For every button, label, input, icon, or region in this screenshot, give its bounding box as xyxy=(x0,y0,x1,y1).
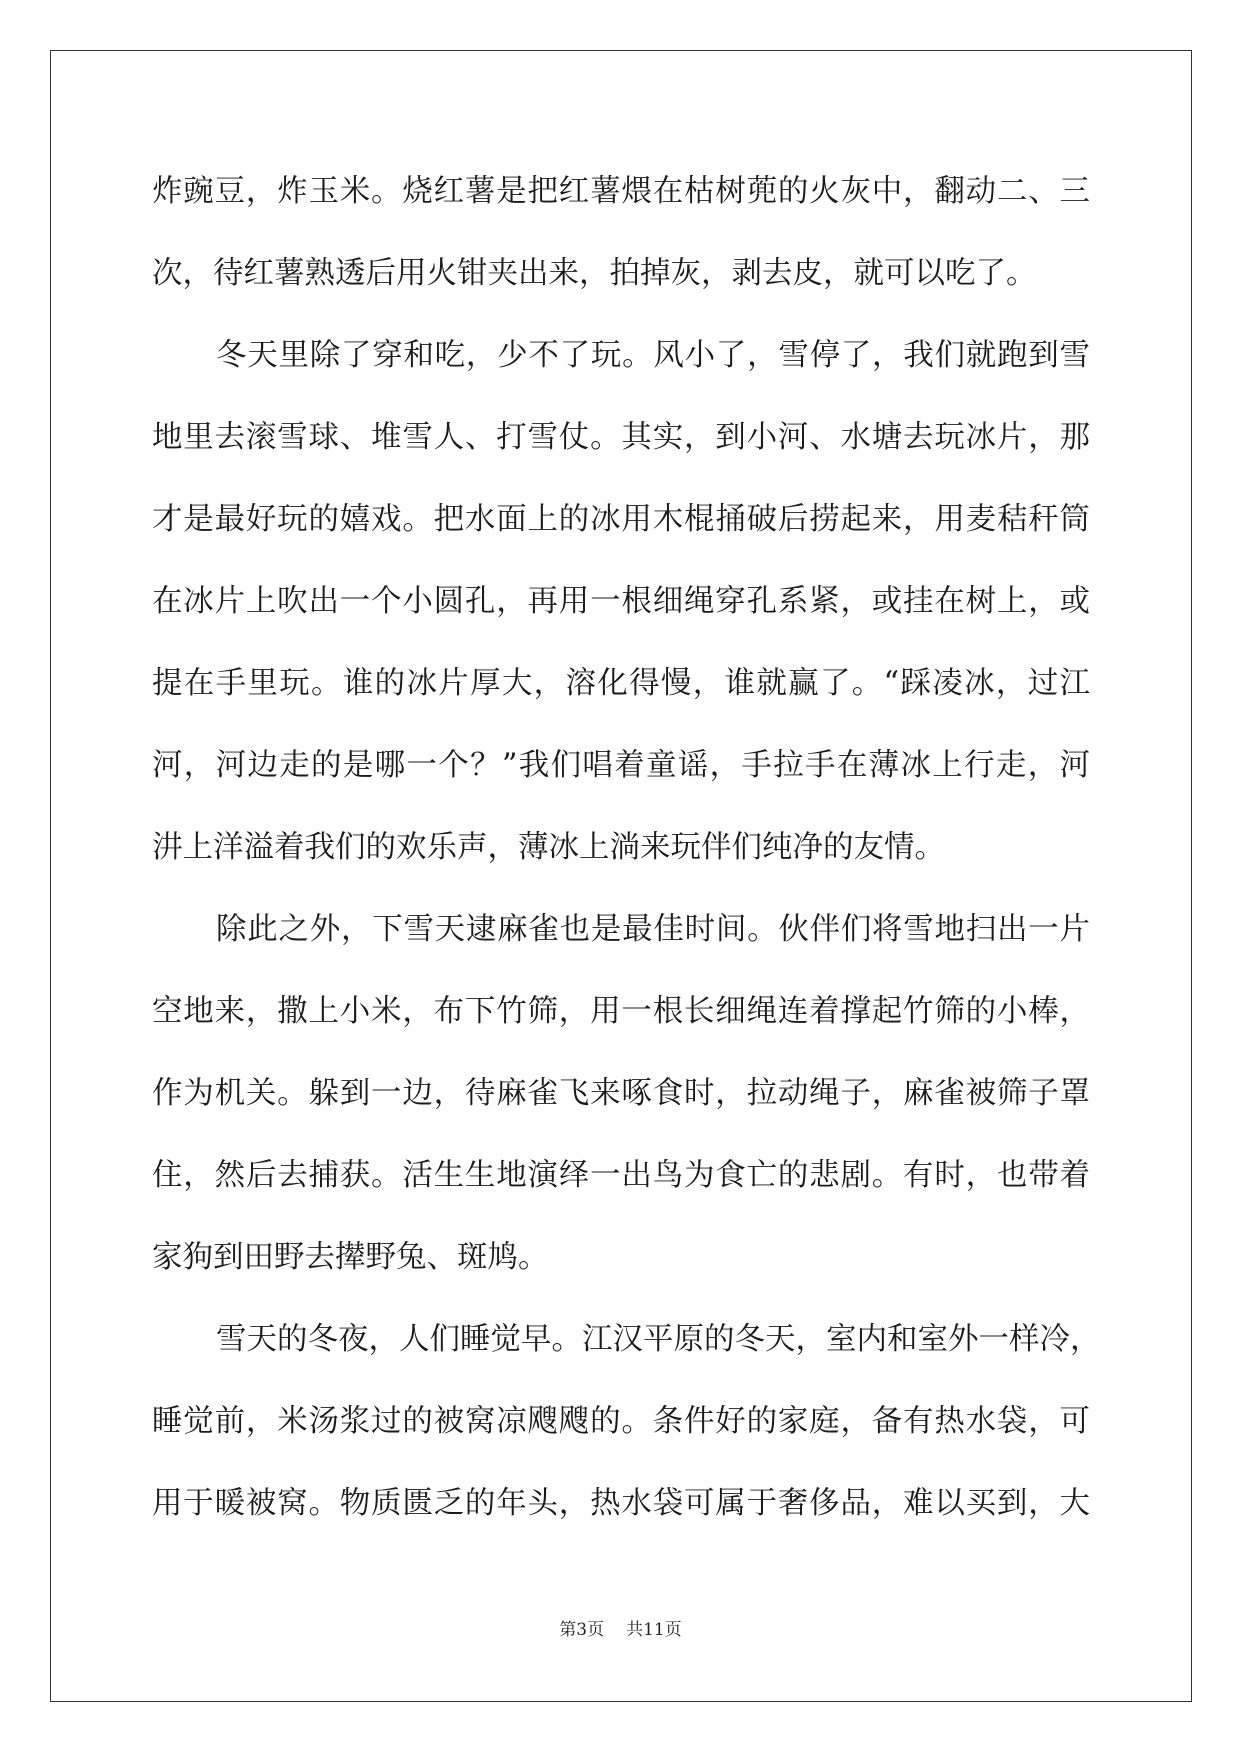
page-total: 共11页 xyxy=(626,1620,682,1640)
text-line: 家狗到田野去撵野兔、斑鸠。 xyxy=(152,1240,549,1275)
text-line: 除此之外，下雪天逮麻雀也是最佳时间。伙伴们将雪地扫出一片 xyxy=(216,912,1090,947)
text-line: 汫上洋溢着我们的欢乐声，薄冰上淌来玩伴们纯净的友情。 xyxy=(152,830,945,865)
text-line: 作为机关。躲到一边，待麻雀飞来啄食时，拉动绳子，麻雀被筛子罩 xyxy=(152,1076,1090,1111)
document-body xyxy=(152,162,1101,1556)
text-line: 才是最好玩的嬉戏。把水面上的冰用木棍捅破后捞起来，用麦秸秆筒 xyxy=(152,502,1090,537)
text-line: 炸豌豆，炸玉米。烧红薯是把红薯煨在枯树蔸的火灰中，翻动二、三 xyxy=(152,174,1090,209)
text-line: 用于暖被窝。物质匮乏的年头，热水袋可属于奢侈品，难以买到，大 xyxy=(152,1486,1090,1521)
text-line: 地里去滚雪球、堆雪人、打雪仗。其实，到小河、水塘去玩冰片，那 xyxy=(152,420,1090,455)
text-line: 空地来，撒上小米，布下竹筛，用一根长细绳连着撑起竹筛的小棒， xyxy=(152,994,1090,1029)
text-line: 在冰片上吹出一个小圆孔，再用一根细绳穿孔系紧，或挂在树上，或 xyxy=(152,584,1090,619)
text-line: 河，河边走的是哪一个？”我们唱着童谣，手拉手在薄冰上行走，河 xyxy=(152,748,1090,783)
text-line: 提在手里玩。谁的冰片厚大，溶化得慢，谁就赢了。“踩凌冰，过江 xyxy=(152,666,1090,701)
text-line: 雪天的冬夜，人们睡觉早。江汉平原的冬天，室内和室外一样冷， xyxy=(216,1322,1101,1357)
page-footer xyxy=(0,1615,1241,1640)
text-line: 冬天里除了穿和吃，少不了玩。风小了，雪停了，我们就跑到雪 xyxy=(216,338,1090,373)
text-line: 次，待红薯熟透后用火钳夹出来，拍掉灰，剥去皮，就可以吃了。 xyxy=(152,256,1037,291)
text-line: 睡觉前，米汤浆过的被窝凉飕飕的。条件好的家庭，备有热水袋，可 xyxy=(152,1404,1090,1439)
page-number: 第3页 xyxy=(559,1620,605,1640)
text-line: 住，然后去捕获。活生生地演绎一出鸟为食亡的悲剧。有时，也带着 xyxy=(152,1158,1090,1193)
